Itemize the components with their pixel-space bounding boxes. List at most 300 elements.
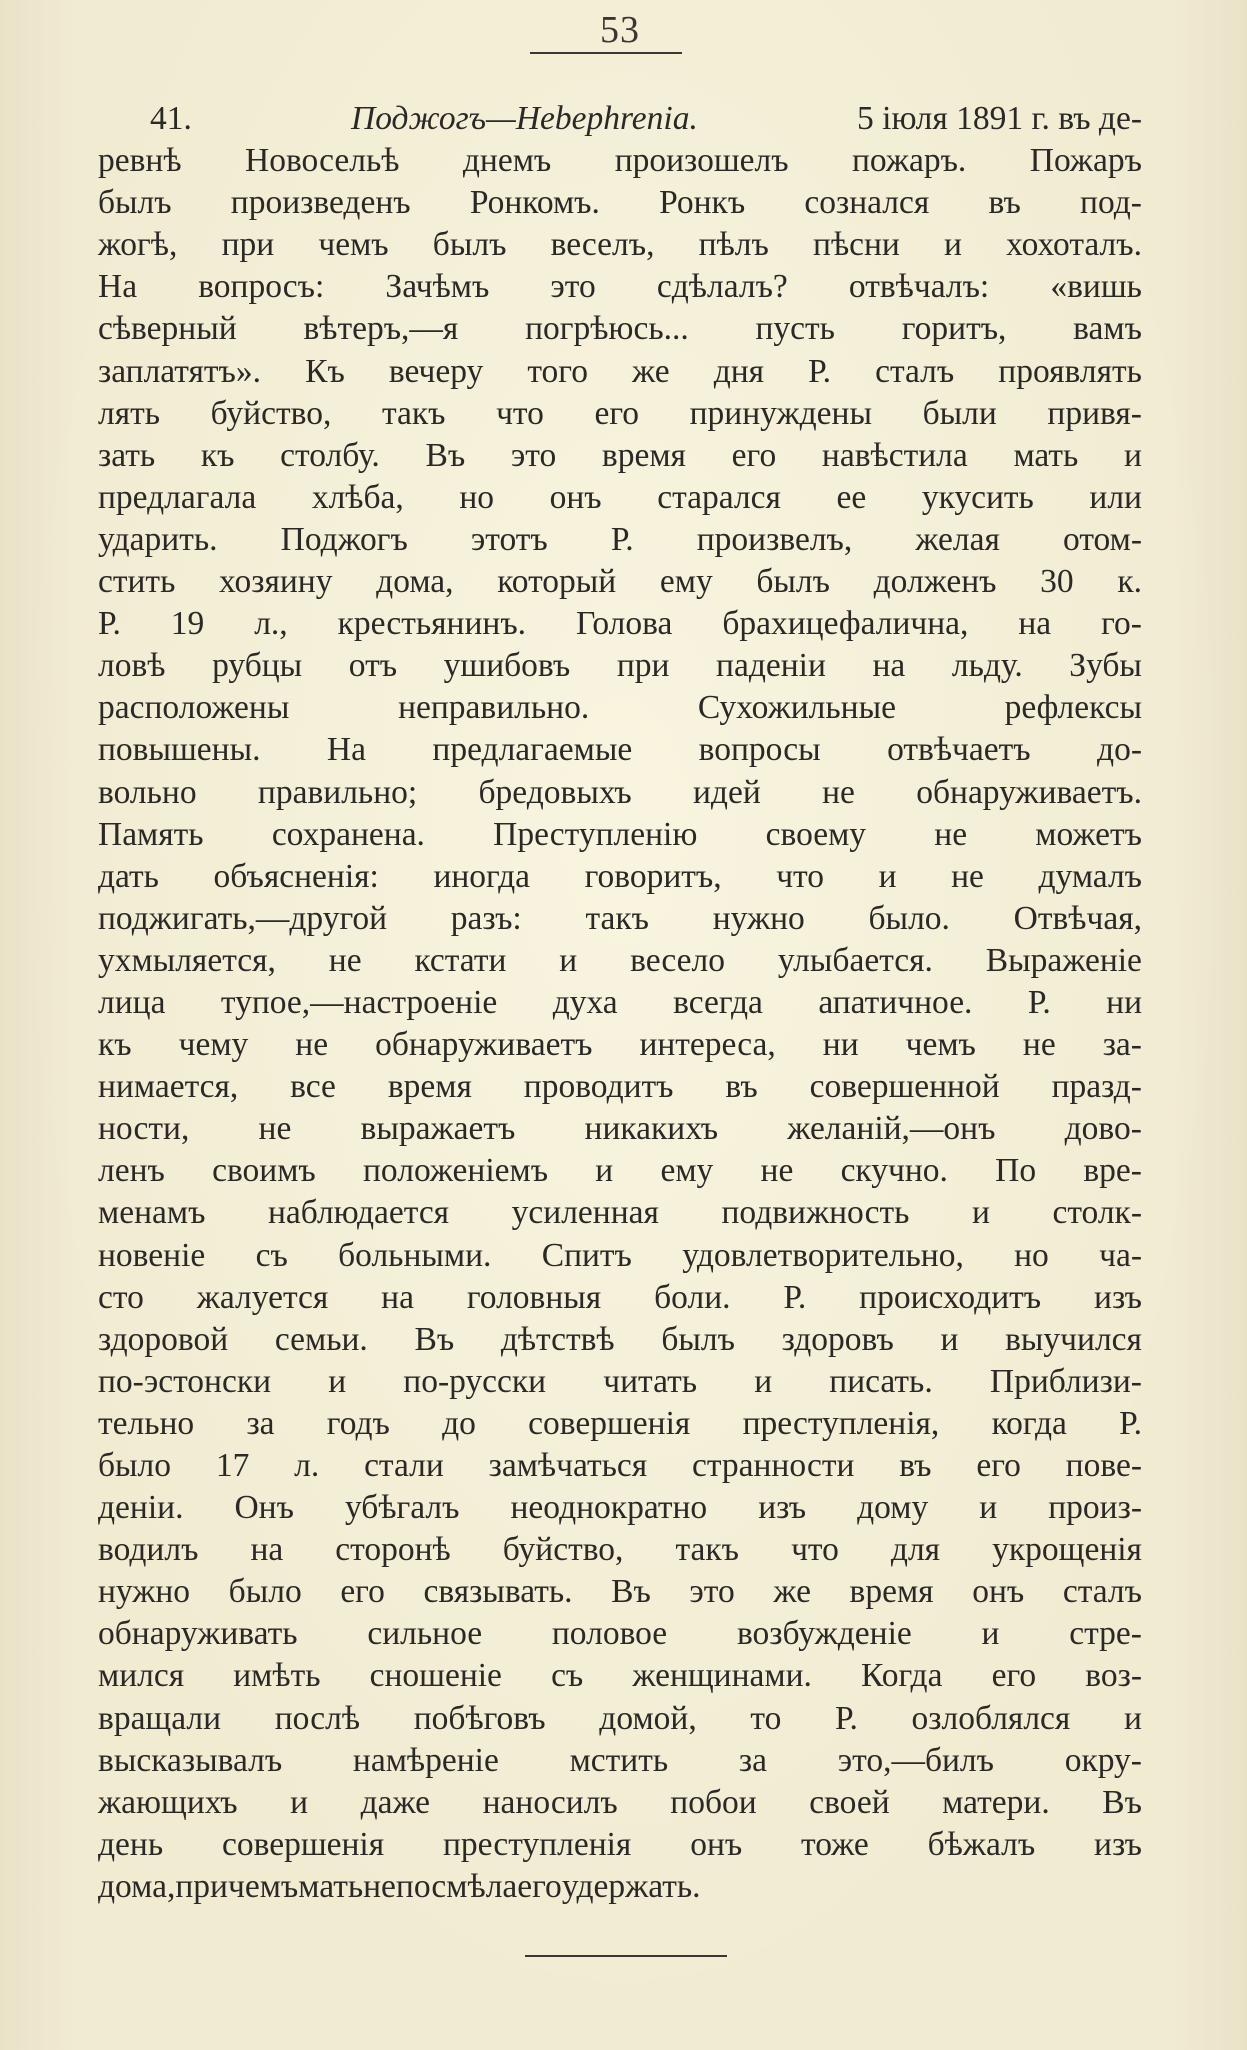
word: или: [1089, 478, 1142, 516]
word: изъ: [758, 1489, 807, 1527]
word: скучно.: [840, 1152, 948, 1190]
word: навѣстила: [821, 436, 968, 474]
word: на: [1018, 605, 1052, 643]
word: съ: [255, 1236, 288, 1274]
word: 30: [1040, 563, 1074, 601]
word: новеніе: [98, 1236, 206, 1274]
word: стить: [98, 563, 176, 601]
word: писать.: [829, 1362, 933, 1400]
word: сильное: [367, 1615, 483, 1653]
word: пѣлъ: [698, 226, 769, 264]
text-line: [98, 772, 1142, 814]
word: на: [250, 1531, 284, 1569]
word: это: [689, 1573, 735, 1611]
word: своимъ: [212, 1152, 316, 1190]
word: укусить: [921, 478, 1034, 516]
word: 19: [170, 605, 205, 643]
text-line: [98, 98, 1142, 140]
word: посмѣла: [395, 1867, 518, 1905]
word: его: [340, 1573, 385, 1611]
text-line: [98, 645, 1142, 687]
word: мать: [298, 1867, 364, 1905]
word: произвелъ,: [696, 520, 853, 558]
word: странности: [691, 1447, 855, 1484]
word: все: [290, 1068, 336, 1106]
word: Приблизи-: [989, 1362, 1142, 1400]
word: ча-: [1099, 1236, 1142, 1274]
text-line: [98, 856, 1142, 898]
text-line: [98, 1571, 1142, 1613]
word: говоритъ,: [584, 857, 722, 895]
word: На: [326, 731, 366, 769]
word: своей: [809, 1783, 890, 1821]
word: онъ: [690, 1825, 743, 1863]
word: здоровой: [98, 1320, 229, 1358]
word: ревнѣ: [98, 142, 182, 180]
word: былъ: [756, 563, 830, 601]
word: время: [601, 436, 686, 474]
word: неоднократно: [510, 1489, 708, 1527]
word: Р.: [1027, 983, 1051, 1021]
text-line: [98, 1024, 1142, 1066]
word: и: [754, 1362, 773, 1400]
word: произошелъ: [614, 142, 789, 180]
text-line: [98, 1445, 1142, 1487]
word: наблюдается: [267, 1194, 450, 1232]
word: лица: [98, 983, 166, 1021]
word: не: [258, 1110, 292, 1148]
word: под-: [1080, 184, 1142, 222]
word: и: [595, 1152, 614, 1190]
case-paragraph: [98, 98, 1142, 1908]
word: это: [510, 436, 557, 474]
word: до: [442, 1404, 476, 1442]
word: вечеру: [388, 352, 484, 390]
word: тупое,—настроеніе: [220, 983, 498, 1021]
word: столк-: [1052, 1194, 1142, 1232]
word: былъ: [661, 1320, 735, 1358]
word: По: [995, 1152, 1037, 1190]
word: ухмыляется,: [98, 941, 276, 979]
word: преступленія,: [742, 1404, 940, 1442]
word: л.: [294, 1447, 320, 1484]
word: неправильно.: [398, 689, 590, 727]
word: Въ: [611, 1573, 651, 1611]
word: для: [890, 1531, 941, 1569]
word: чему: [178, 1026, 249, 1064]
word: читать: [603, 1362, 698, 1400]
word: сталъ: [875, 352, 955, 390]
word: онъ: [549, 478, 602, 516]
word: Когда: [861, 1657, 943, 1695]
text-line: [98, 1824, 1142, 1866]
word: пусть: [755, 310, 835, 348]
word: принуждены: [689, 394, 872, 432]
word: день: [98, 1825, 164, 1863]
word: ему: [660, 1152, 714, 1190]
word: намѣреніе: [352, 1741, 499, 1779]
word: удовлетворительно,: [682, 1236, 964, 1274]
word: на: [381, 1278, 414, 1316]
word: Память: [98, 815, 204, 853]
word: были: [922, 394, 997, 432]
word: отъ: [348, 647, 398, 685]
word: въ: [899, 1447, 932, 1484]
word: вопросъ:: [198, 268, 325, 306]
word: льду.: [951, 647, 1023, 685]
text-line: [98, 940, 1142, 982]
word: но: [1014, 1236, 1049, 1274]
word: поджигать,—другой: [98, 899, 388, 937]
word: отвѣчалъ:: [848, 268, 990, 306]
word: но: [459, 478, 495, 516]
word: сношеніе: [369, 1657, 502, 1695]
word: Р.: [1119, 1404, 1142, 1442]
word: апатичное.: [818, 983, 973, 1021]
text-line: [98, 435, 1142, 477]
word: желаній,—онъ: [787, 1110, 996, 1148]
word: рубцы: [212, 647, 303, 685]
text-line: [98, 1192, 1142, 1234]
header-rule: [530, 52, 682, 54]
word: больными.: [338, 1236, 492, 1274]
word: же: [632, 352, 670, 390]
word: ни: [1106, 983, 1142, 1021]
text-line: [98, 603, 1142, 645]
word: сѣверный: [98, 310, 237, 348]
word: на: [872, 647, 906, 685]
word: и: [559, 941, 578, 979]
word: даже: [360, 1783, 431, 1821]
word: привя-: [1047, 394, 1142, 432]
word: На: [98, 268, 138, 306]
word: было.: [868, 899, 950, 937]
text-lines: [98, 140, 1142, 1908]
word: при: [175, 1867, 228, 1905]
word: вольно: [98, 773, 197, 811]
page-number: 53: [600, 9, 640, 51]
word: возбужденіе: [736, 1615, 912, 1653]
word: было: [228, 1573, 302, 1611]
word: ударить.: [98, 520, 218, 558]
text-line: [98, 140, 1142, 182]
word: такъ: [381, 394, 446, 432]
word: усиленная: [511, 1194, 659, 1232]
word: это: [550, 268, 596, 306]
word: его: [594, 394, 640, 432]
word: Р.: [835, 1699, 858, 1737]
word: головныя: [466, 1278, 602, 1316]
word: его: [517, 1867, 562, 1905]
word: Новосельѣ: [245, 142, 400, 180]
word: идей: [692, 773, 761, 811]
word: пожаръ.: [852, 142, 967, 180]
word: не: [295, 1026, 329, 1064]
text-line: [98, 308, 1142, 350]
word: обнаруживать: [98, 1615, 298, 1653]
word: ему: [659, 563, 713, 601]
word: «вишь: [1050, 268, 1142, 306]
word: жогѣ,: [98, 226, 178, 264]
word: подвижность: [721, 1194, 910, 1232]
word: предлагала: [98, 478, 257, 516]
word: въ: [725, 1068, 758, 1106]
word: побои: [670, 1783, 757, 1821]
word: такъ: [585, 899, 649, 937]
word: и: [944, 226, 962, 264]
word: дѣтствѣ: [500, 1320, 615, 1358]
word: не: [760, 1152, 794, 1190]
word: половое: [551, 1615, 668, 1653]
word: го-: [1101, 605, 1142, 643]
word: не: [328, 941, 362, 979]
word: жающихъ: [98, 1783, 238, 1821]
text-line: [98, 1361, 1142, 1403]
word: всегда: [673, 983, 763, 1021]
word: Къ: [305, 352, 345, 390]
word: мать: [1013, 436, 1079, 474]
word: можетъ: [1035, 815, 1142, 853]
word: высказывалъ: [98, 1741, 283, 1779]
word: лять: [98, 394, 161, 432]
word: Онъ: [234, 1489, 294, 1527]
word: этотъ: [470, 520, 548, 558]
word: столбу.: [280, 436, 380, 474]
case-intro: 5 іюля 1891 г. въ де-: [857, 100, 1142, 137]
word: зать: [98, 436, 156, 474]
word: происходитъ: [859, 1278, 1042, 1316]
text-line: [98, 1403, 1142, 1445]
case-title: Поджогъ—Hebephrenia.: [351, 100, 698, 137]
word: что: [791, 1531, 839, 1569]
text-line: [98, 1655, 1142, 1697]
word: мился: [98, 1657, 185, 1695]
word: буйство,: [210, 394, 332, 432]
word: Выраженіе: [985, 941, 1142, 979]
word: крестьянинъ.: [337, 605, 527, 643]
word: съ: [551, 1657, 584, 1695]
word: отвѣчаетъ: [887, 731, 1031, 769]
text-line: [98, 561, 1142, 603]
word: за: [246, 1404, 275, 1442]
word: дово-: [1064, 1110, 1142, 1148]
word: вамъ: [1073, 310, 1142, 348]
word: матери.: [942, 1783, 1050, 1821]
word: и: [971, 1194, 990, 1232]
word: при: [616, 647, 670, 685]
word: нужно: [712, 899, 805, 937]
text-line: [98, 1235, 1142, 1277]
word: что: [776, 857, 824, 895]
word: не: [951, 857, 984, 895]
word: связывать.: [423, 1573, 573, 1611]
word: Ронкомъ.: [469, 184, 600, 222]
word: изъ: [1094, 1825, 1142, 1863]
word: стали: [364, 1447, 444, 1484]
word: удержать.: [561, 1867, 701, 1905]
word: Преступленію: [493, 815, 698, 853]
word: проводитъ: [523, 1068, 674, 1106]
word: былъ: [432, 226, 507, 264]
word: не: [822, 773, 855, 811]
word: никакихъ: [584, 1110, 719, 1148]
word: по-русски: [403, 1362, 547, 1400]
word: хлѣба,: [311, 478, 404, 516]
word: обнаруживаетъ.: [916, 773, 1142, 811]
word: Р.: [610, 520, 634, 558]
text-line: [98, 982, 1142, 1024]
word: Въ: [425, 436, 466, 474]
word: 17: [215, 1447, 250, 1484]
word: когда: [991, 1404, 1067, 1442]
text-line: [98, 224, 1142, 266]
text-line: [98, 393, 1142, 435]
word: Поджогъ: [280, 520, 408, 558]
word: и: [1124, 436, 1142, 474]
word: женщинами.: [632, 1657, 812, 1695]
word: думалъ: [1038, 857, 1142, 895]
word: то: [750, 1699, 782, 1737]
word: выучился: [1005, 1320, 1142, 1358]
word: послѣ: [274, 1699, 361, 1737]
word: произведенъ: [230, 184, 411, 222]
word: къ: [98, 1026, 132, 1064]
word: боли.: [654, 1278, 731, 1316]
word: днемъ: [462, 142, 552, 180]
text-line: [98, 687, 1142, 729]
text-line: [98, 1487, 1142, 1529]
word: менамъ: [98, 1194, 206, 1232]
word: убѣгалъ: [344, 1489, 460, 1527]
word: дома,: [98, 1867, 176, 1905]
word: время: [849, 1573, 934, 1611]
word: и: [940, 1320, 959, 1358]
word: дня: [713, 352, 765, 390]
word: произ-: [1048, 1489, 1142, 1527]
word: вращали: [98, 1699, 222, 1737]
word: интереса,: [639, 1026, 776, 1064]
word: духа: [552, 983, 618, 1021]
text-line: [98, 814, 1142, 856]
text-line: [98, 1319, 1142, 1361]
word: озлоблялся: [911, 1699, 1071, 1737]
word: дому: [857, 1489, 929, 1527]
word: рефлексы: [1004, 689, 1142, 727]
word: веселъ,: [550, 226, 655, 264]
word: семьи.: [274, 1320, 368, 1358]
word: объясненія:: [213, 857, 379, 895]
word: буйство,: [502, 1531, 624, 1569]
word: горитъ,: [901, 310, 1007, 348]
word: отом-: [1063, 520, 1142, 558]
word: годъ: [326, 1404, 390, 1442]
word: сто: [98, 1278, 144, 1316]
word: побѣговъ: [413, 1699, 546, 1737]
word: тельно: [98, 1404, 195, 1442]
word: укрощенія: [992, 1531, 1142, 1569]
word: за-: [1102, 1026, 1142, 1064]
word: чемъ: [905, 1026, 976, 1064]
text-line: [98, 729, 1142, 771]
word: дать: [98, 857, 159, 895]
word: совершенія: [528, 1404, 691, 1442]
word: совершенія: [221, 1825, 385, 1863]
word: не: [934, 815, 968, 853]
word: что: [496, 394, 544, 432]
word: воз-: [1085, 1657, 1142, 1695]
text-line: [98, 519, 1142, 561]
word: брахицефалична,: [722, 605, 969, 643]
word: ности,: [98, 1110, 190, 1148]
word: желая: [915, 520, 1000, 558]
word: по-эстонски: [98, 1362, 272, 1400]
word: въ: [988, 184, 1021, 222]
word: при: [221, 226, 275, 264]
word: весело: [630, 941, 726, 979]
word: своему: [765, 815, 867, 853]
word: правильно;: [257, 773, 418, 811]
word: былъ: [98, 184, 172, 222]
text-line: [98, 1150, 1142, 1192]
word: пѣсни: [813, 226, 900, 264]
word: проявлять: [998, 352, 1142, 390]
word: окру-: [1064, 1741, 1142, 1779]
word: паденіи: [716, 647, 826, 685]
word: и: [290, 1783, 309, 1821]
word: ушибовъ: [443, 647, 571, 685]
text-line: [98, 477, 1142, 519]
text-line: [98, 1866, 1142, 1908]
word: его: [991, 1657, 1037, 1695]
word: расположены: [98, 689, 290, 727]
word: кстати: [414, 941, 507, 979]
text-line: [98, 898, 1142, 940]
word: Р.: [783, 1278, 807, 1316]
word: того: [527, 352, 588, 390]
word: Голова: [575, 605, 673, 643]
word: положеніемъ: [362, 1152, 549, 1190]
word: до-: [1097, 731, 1142, 769]
word: вѣтеръ,—я: [303, 310, 459, 348]
word: иногда: [433, 857, 531, 895]
word: и: [328, 1362, 347, 1400]
word: и: [1124, 1699, 1142, 1737]
word: и: [878, 857, 897, 895]
word: здоровъ: [781, 1320, 894, 1358]
word: совершенной: [809, 1068, 1000, 1106]
text-line: [98, 1740, 1142, 1782]
word: Пожаръ: [1029, 142, 1142, 180]
word: жалуется: [196, 1278, 329, 1316]
text-line: [98, 1066, 1142, 1108]
word: бредовыхъ: [478, 773, 632, 811]
word: ленъ: [98, 1152, 165, 1190]
word: время: [387, 1068, 472, 1106]
word: сталъ: [1062, 1573, 1142, 1611]
word: ее: [836, 478, 867, 516]
word: домой,: [599, 1699, 697, 1737]
word: не: [1022, 1026, 1056, 1064]
word: онъ: [972, 1573, 1025, 1611]
word: это,—билъ: [837, 1741, 994, 1779]
word: долженъ: [873, 563, 997, 601]
word: Въ: [1102, 1783, 1142, 1821]
word: пове-: [1065, 1447, 1142, 1484]
text-line: [98, 1698, 1142, 1740]
word: было: [98, 1447, 172, 1484]
word: разъ:: [450, 899, 522, 937]
case-number: 41.: [150, 100, 192, 137]
